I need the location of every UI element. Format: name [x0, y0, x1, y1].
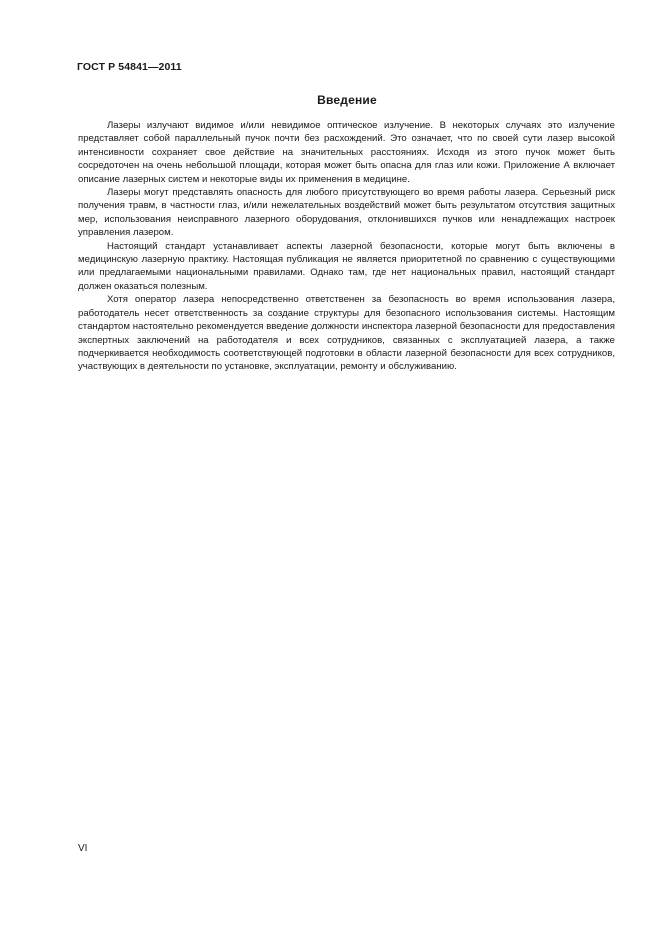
section-title: Введение	[317, 93, 377, 107]
introduction-body	[78, 119, 615, 374]
document-header: ГОСТ Р 54841—2011	[77, 61, 182, 73]
paragraph-4: Хотя оператор лазера непосредственно ответственен за безопасность во время использования лазера, работодатель несет ответственность за создание структуры для безопасного использования системы. Настоящим стандартом настоятельно рекомендуется введение должности инспектора лазерной безопасности для предоставления экспертных заключений на работодателя и всех сотрудников, связанных с эксплуатацией лазера, а также подчеркивается необходимость соответствующей подготовки в области лазерной безопасности для всех сотрудников, участвующих в деятельности по установке, эксплуатации, ремонту и обслуживанию.	[78, 294, 615, 373]
paragraph-3: Настоящий стандарт устанавливает аспекты лазерной безопасности, которые могут быть включены в медицинскую лазерную практику. Настоящая публикация не является приоритетной по сравнению с существующими или предлагаемыми национальными правилами. Однако там, где нет национальных правил, настоящий стандарт должен оказаться полезным.	[78, 240, 615, 292]
paragraph-1: Лазеры излучают видимое и/или невидимое оптическое излучение. В некоторых случаях это излучение представляет собой параллельный пучок почти без расхождений. Это означает, что по своей сути лазер высокой интенсивности сохраняет свое действие на значительных расстояниях. Исходя из этого пучок может быть сосредоточен на очень небольшой площади, которая может быть опасна для глаз или кожи. Приложение А включает описание лазерных систем и некоторые виды их применения в медицине.	[78, 120, 615, 185]
page-number: VI	[78, 843, 88, 854]
paragraph-2: Лазеры могут представлять опасность для любого присутствующего во время работы лазера. Серьезный риск получения травм, в частности глаз, и/или нежелательных воздействий может быть результатом отсутствия защитных мер, использования неисправного лазерного оборудования, отклонившихся пучков или ненадлежащих настроек управления лазером.	[78, 187, 615, 239]
